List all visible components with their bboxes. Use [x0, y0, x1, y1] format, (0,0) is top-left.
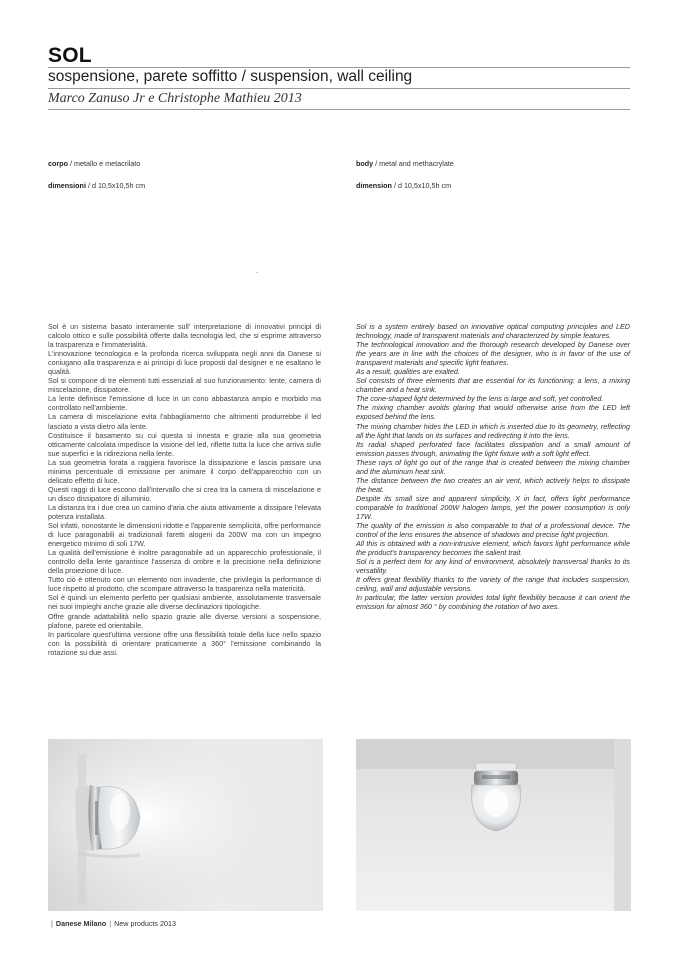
product-title: SOL — [48, 44, 92, 67]
description-english — [356, 322, 630, 612]
spec-dimension-en — [356, 181, 451, 190]
paragraph: These rays of light go out of the range that is created between the mixing chamber and the aluminum heat sink. — [356, 457, 630, 476]
paragraph: The technological innovation and the thorough research developed by Danese over the years are in line with the choices of the designer, who is in favor of the use of transparent materials and specific light features. — [356, 340, 630, 368]
paragraph: La qualità dell'emissione è inoltre paragonabile ad un apparecchio professionale, il controllo della lente garantisce l'assenza di ombre e la precisione nella definizione della proiezione di luce. — [48, 548, 321, 576]
paragraph: It offers great flexibility thanks to the variety of the range that includes suspension, ceiling, wall and adjustable versions. — [356, 575, 630, 594]
spec-body-en — [356, 159, 454, 168]
spec-label: dimension — [356, 181, 392, 190]
paragraph: Sol infatti, nonostante le dimensioni ridotte e l'apparente semplicità, offre performance di luce paragonabili ai tradizionali faretti alogeni da 200W ma con un impegno energetico minimo di soli 17W. — [48, 521, 321, 549]
subtitle-rule — [48, 88, 630, 89]
spec-dimension-it — [48, 181, 145, 190]
wall-lamp-illustration — [48, 739, 323, 911]
footer-divider: | — [109, 919, 112, 928]
paragraph: La distanza tra i due crea un camino d'aria che aiuta attivamente a dissipare l'elevata potenza installata. — [48, 502, 321, 521]
spec-label: corpo — [48, 159, 68, 168]
product-subtitle: sospensione, parete soffitto / suspension, wall ceiling — [48, 68, 413, 85]
paragraph: Offre grande adattabilità nello spazio grazie alle diverse versioni a sospensione, plafone, parete ed orientabile. — [48, 611, 321, 630]
paragraph: Sol si compone di tre elementi tutti essenziali al suo funzionamento: lente, camera di miscelazione, dissipatore. — [48, 376, 321, 395]
paragraph: Questi raggi di luce escono dall'intervallo che si crea tra la camera di miscelazione e un disco dissipatore di alluminio. — [48, 484, 321, 503]
paragraph: Despite its small size and apparent simplicity, X in fact, offers light performance comparable to traditional 200W halogen lamps, yet the power consumption is only 17W. — [356, 493, 630, 521]
paragraph: Tutto ciò è ottenuto con un elemento non invadente, che privilegia la performance di luce rispetto al prodotto, che scompare attraverso la trasparenza nella matericità. — [48, 575, 321, 594]
spec-value: / metal and methacrylate — [373, 159, 454, 168]
paragraph: Costituisce il basamento su cui questa si innesta e grazie alla sua geometria otticamente calcolata impedisce la visione del led, riflette tutta la luce che arriva sulle sue superfici e la ridireziona nella lente. — [48, 430, 321, 458]
footer-divider: | — [51, 919, 53, 928]
paragraph: The mixing chamber hides the LED in which is inserted due to its geometry, reflecting all the light that lands on its surfaces and redirecting it into the lens. — [356, 421, 630, 440]
footer-label: New products 2013 — [114, 919, 177, 928]
ceiling-lamp-illustration — [356, 739, 631, 911]
description-italian — [48, 322, 321, 657]
paragraph: Sol è quindi un elemento perfetto per qualsiasi ambiente, assolutamente trasversale nei suoi impieghi anche grazie alle diverse declinazioni tipologiche. — [48, 593, 321, 612]
spec-body-it — [48, 159, 140, 168]
page-footer — [48, 919, 176, 928]
paragraph: La sua geometria forata a raggiera favorisce la dissipazione e lascia passare una minima percentuale di emissione per animare il corpo dell'apparecchio con un delicato effetto di luce. — [48, 457, 321, 485]
paragraph: The mixing chamber avoids glaring that would otherwise arise from the LED left exposed behind the lens. — [356, 403, 630, 422]
designers-rule — [48, 109, 630, 110]
product-photo-ceiling — [356, 739, 631, 911]
spec-value: / d 10,5x10,5h cm — [85, 181, 146, 190]
paragraph: In particular, the latter version provides total light flexibility because it can orient the emission for almost 360 ° by combining the rotation of two axes. — [356, 593, 630, 612]
paragraph: The cone-shaped light determined by the lens is large and soft, yet controlled. — [356, 394, 604, 404]
paragraph: La camera di miscelazione evita l'abbagliamento che altrimenti produrrebbe il led lasciato a vista dietro alla lente. — [48, 412, 321, 431]
product-photo-wall — [48, 739, 323, 911]
stray-mark: . — [256, 266, 259, 275]
spec-value: / metallo e metacrilato — [67, 159, 141, 168]
paragraph: As a result, qualities are exalted. — [356, 367, 460, 377]
paragraph: In particolare quest'ultima versione offre una flessibilità totale della luce nello spazio con la possibilità di orientare praticamente a 360° l'emissione combinando la rotazione su due assi. — [48, 629, 321, 657]
paragraph: The quality of the emission is also comparable to that of a professional device. The control of the lens ensures the absence of shadows and precise light projection. — [356, 521, 630, 540]
paragraph: La lente definisce l'emissione di luce in un cono abbastanza ampio e morbido ma controllato nell'ambiente. — [48, 394, 321, 413]
paragraph: Sol consists of three elements that are essential for its functioning: a lens, a mixing chamber and a heat sink. — [356, 376, 630, 395]
spec-label: body — [356, 159, 374, 168]
spec-value: / d 10,5x10,5h cm — [391, 181, 452, 190]
paragraph: Sol is a perfect item for any kind of environment, absolutely transversal thanks to its versatility. — [356, 557, 630, 576]
paragraph: All this is obtained with a non-intrusive element, which favors light performance while the product's transparency becomes the salient trait. — [356, 539, 630, 558]
paragraph: Its radial shaped perforated face facilitates dissipation and a small amount of emission passes through, animating the light fixture with a soft light effect. — [356, 439, 630, 458]
spec-label: dimensioni — [48, 181, 86, 190]
paragraph: The distance between the two creates an air vent, which actively helps to dissipate the heat. — [356, 475, 630, 494]
paragraph: Sol è un sistema basato interamente sull' interpretazione di innovativi principi di calcolo ottico e sulle possibilità offerte dalla tecnologia led, che si esprime attraverso la trasparenza e l'immaterialità. — [48, 322, 321, 350]
paragraph: L'innovazione tecnologica e la profonda ricerca sviluppata negli anni da Danese si coniugano alla trasparenza e ai principi di luce proposti dal designer e ne esaltano le qualità. — [48, 349, 321, 377]
paragraph: Sol is a system entirely based on innovative optical computing principles and LED technology, made of transparent materials and characterized by simple features. — [356, 322, 630, 341]
footer-brand: Danese Milano — [55, 919, 107, 928]
designers-credit: Marco Zanuso Jr e Christophe Mathieu 2013 — [48, 91, 302, 106]
